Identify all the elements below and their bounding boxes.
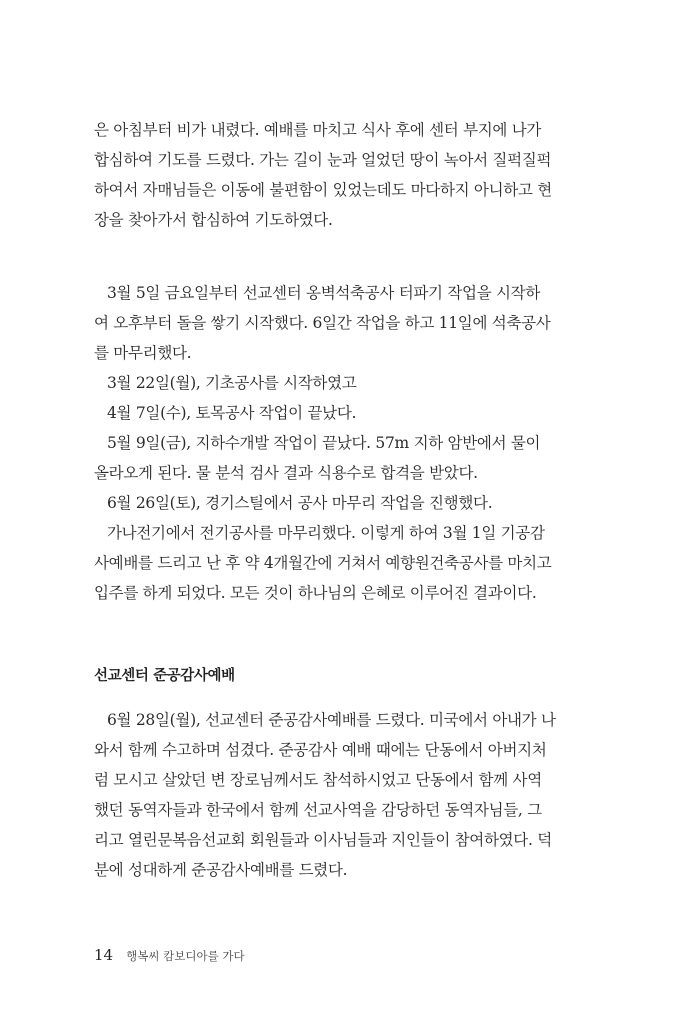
text-line: 하여서 자매님들은 이동에 불편함이 있었는데도 마다하지 아니하고 현: [94, 181, 552, 199]
running-book-title: 행복씨 캄보디아를 가다: [126, 949, 245, 963]
paragraph-2: [94, 278, 588, 608]
text-line: 합심하여 기도를 드렸다. 가는 길이 눈과 얼었던 땅이 녹아서 질퍽질퍽: [94, 151, 552, 169]
text-line: 리고 열린문복음선교회 회원들과 이사님들과 지인들이 참여하였다. 덕: [94, 831, 552, 849]
text-line: 4월 7일(수), 토목공사 작업이 끝났다.: [107, 404, 357, 422]
text-line: 와서 함께 수고하며 섬겼다. 준공감사 예배 때에는 단동에서 아버지처: [94, 741, 547, 759]
text-line: 장을 찾아가서 합심하여 기도하였다.: [94, 211, 333, 229]
text-line: 여 오후부터 돌을 쌓기 시작했다. 6일간 작업을 하고 11일에 석축공사: [94, 314, 551, 332]
text-line: 3월 22일(월), 기초공사를 시작하였고: [107, 374, 357, 392]
text-line: 3월 5일 금요일부터 선교센터 옹벽석축공사 터파기 작업을 시작하: [107, 284, 541, 302]
text-line: 5월 9일(금), 지하수개발 작업이 끝났다. 57m 지하 암반에서 물이: [107, 434, 541, 452]
text-line: 은 아침부터 비가 내렸다. 예배를 마치고 식사 후에 센터 부지에 나가: [94, 121, 542, 139]
paragraph-3: [94, 705, 588, 885]
text-line: 올라오게 된다. 물 분석 검사 결과 식용수로 합격을 받았다.: [94, 464, 478, 482]
text-line: 사예배를 드리고 난 후 약 4개월간에 거쳐서 예향원건축공사를 마치고: [94, 554, 552, 572]
text-line: 가나전기에서 전기공사를 마무리했다. 이렇게 하여 3월 1일 기공감: [107, 524, 545, 542]
text-line: 분에 성대하게 준공감사예배를 드렸다.: [94, 861, 348, 879]
text-line: 럼 모시고 살았던 변 장로님께서도 참석하시었고 단동에서 함께 사역: [94, 771, 542, 789]
text-line: 입주를 하게 되었다. 모든 것이 하나님의 은혜로 이루어진 결과이다.: [94, 584, 537, 602]
page-footer: [94, 945, 245, 966]
text-line: 를 마무리했다.: [94, 344, 192, 362]
text-line: 6월 28일(월), 선교센터 준공감사예배를 드렸다. 미국에서 아내가 나: [107, 711, 556, 729]
section-heading: 선교센터 준공감사예배: [94, 668, 235, 684]
paragraph-1: [94, 115, 588, 235]
page-number: 14: [94, 946, 114, 964]
text-line: 했던 동역자들과 한국에서 함께 선교사역을 감당하던 동역자님들, 그: [94, 801, 542, 819]
text-line: 6월 26일(토), 경기스틸에서 공사 마무리 작업을 진행했다.: [107, 494, 493, 512]
